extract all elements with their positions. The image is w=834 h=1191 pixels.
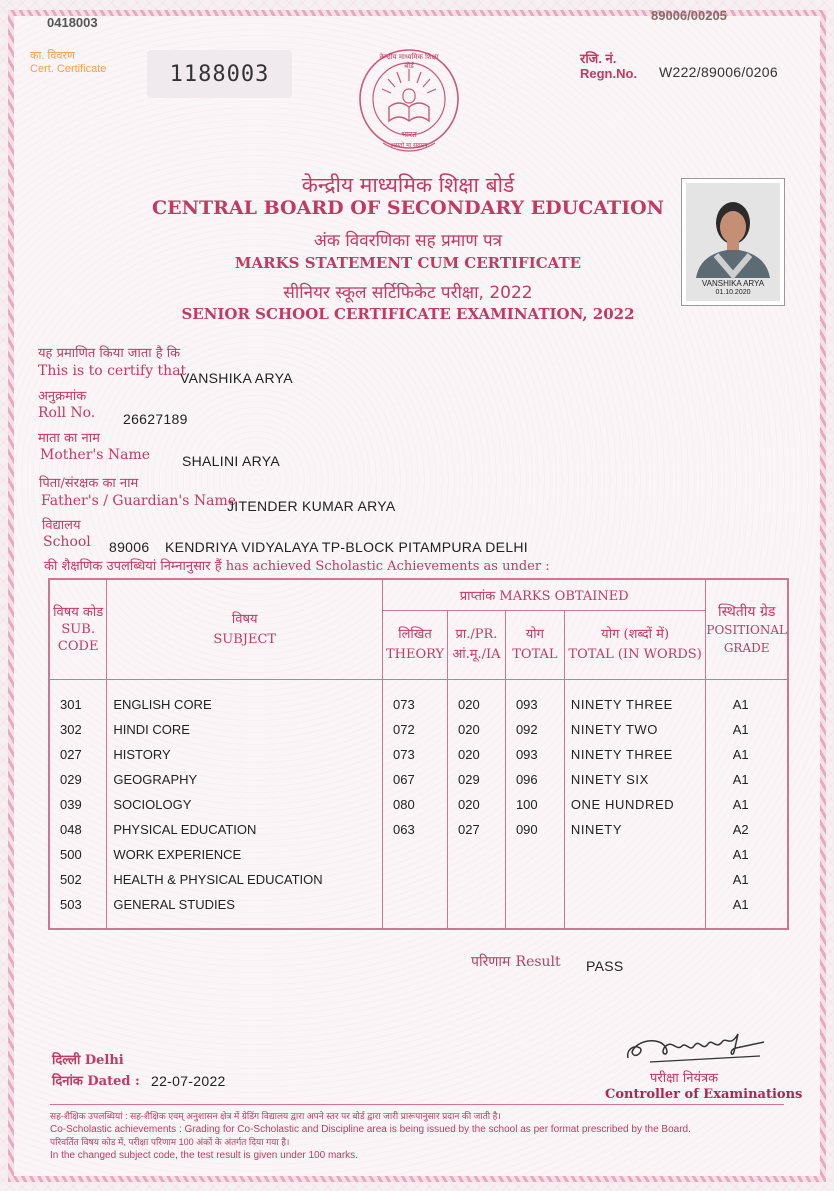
cell-total: 100 — [505, 792, 564, 817]
table-header-row-1 — [49, 579, 788, 610]
cell-pr — [448, 892, 506, 917]
logo-top-text: केन्द्रीय माध्यमिक शिक्षा बोर्ड — [379, 53, 439, 70]
cell-words: NINETY SIX — [564, 767, 706, 792]
cell-words: ONE HUNDRED — [564, 792, 706, 817]
signature-icon — [620, 1022, 770, 1068]
filler-cell — [564, 917, 706, 929]
filler-cell — [505, 917, 564, 929]
col-total-en: TOTAL — [512, 647, 558, 662]
table-filler-row — [49, 917, 788, 929]
cell-pr: 020 — [448, 792, 506, 817]
col-code-en1: SUB. — [61, 622, 95, 638]
mother-name: SHALINI ARYA — [182, 453, 281, 469]
photo-portrait — [686, 183, 780, 301]
photo-caption-name: VANSHIKA ARYA — [701, 279, 765, 288]
table-row — [49, 867, 788, 892]
cell-words: NINETY THREE — [564, 692, 706, 717]
cell-theory: 080 — [383, 792, 448, 817]
school-code: 89006 — [109, 539, 150, 555]
table-row — [49, 892, 788, 917]
note1-hi: सह-शैक्षिक उपलब्धियां : सह-शैक्षिक एवम् अनुशासन क्षेत्र में ग्रेडिंग विद्यालय द्वारा अपने स्तर पर बोर्ड द्वारा जारी प्रारूपानुसार प्रदान की जाती है। — [50, 1111, 501, 1121]
certify-label-en: This is to certify that — [38, 363, 187, 379]
candidate-name: VANSHIKA ARYA — [180, 370, 293, 386]
cell-code: 029 — [49, 767, 107, 792]
regn-number: W222/89006/0206 — [659, 64, 778, 80]
controller-hi: परीक्षा नियंत्रक — [650, 1071, 719, 1086]
roll-label-en: Roll No. — [38, 405, 96, 421]
cell-theory: 063 — [383, 817, 448, 842]
col-pr-hi: प्रा./PR. — [455, 627, 498, 642]
cell-code: 502 — [49, 867, 107, 892]
cell-pr: 027 — [448, 817, 506, 842]
col-header-code — [49, 579, 107, 680]
candidate-photo — [681, 178, 785, 306]
logo-bottom-text: भारत — [401, 130, 417, 139]
certificate-number: 1188003 — [147, 50, 292, 98]
filler-cell — [383, 917, 448, 929]
table-row — [49, 842, 788, 867]
cell-total — [505, 892, 564, 917]
cell-subject: ENGLISH CORE — [107, 692, 383, 717]
cell-code: 500 — [49, 842, 107, 867]
achievement-line — [44, 556, 550, 574]
cell-theory: 073 — [383, 742, 448, 767]
col-header-subject — [107, 579, 383, 680]
orange-stamp-line1: का. विवरण — [30, 50, 75, 62]
cell-code: 503 — [49, 892, 107, 917]
cell-total: 092 — [505, 717, 564, 742]
col-pr-en: आं.मू./IA — [452, 647, 501, 662]
cell-grade: A1 — [706, 742, 788, 767]
cell-pr: 020 — [448, 717, 506, 742]
father-label-en: Father's / Guardian's Name — [41, 493, 237, 509]
cell-code: 048 — [49, 817, 107, 842]
cell-code: 301 — [49, 692, 107, 717]
serial-left: 0418003 — [47, 15, 98, 30]
col-theory-hi: लिखित — [398, 627, 432, 642]
cell-theory: 072 — [383, 717, 448, 742]
exam-title-en: SENIOR SCHOOL CERTIFICATE EXAMINATION, 2022 — [181, 305, 635, 323]
cell-words: NINETY TWO — [564, 717, 706, 742]
footnotes — [50, 1110, 785, 1162]
footer-divider — [50, 1104, 784, 1105]
issue-date: 22-07-2022 — [151, 1073, 226, 1089]
col-header-marks — [383, 579, 706, 610]
cell-words: NINETY — [564, 817, 706, 842]
cell-subject: HEALTH & PHYSICAL EDUCATION — [107, 867, 383, 892]
certify-label-hi: यह प्रमाणित किया जाता है कि — [38, 346, 181, 361]
cell-theory: 067 — [383, 767, 448, 792]
cell-subject: GENERAL STUDIES — [107, 892, 383, 917]
achievement-text-en: has achieved Scholastic Achievements as under : — [225, 559, 550, 574]
col-header-total — [505, 610, 564, 679]
col-subject-hi: विषय — [231, 611, 258, 627]
cell-grade: A1 — [706, 767, 788, 792]
cell-words — [564, 892, 706, 917]
note2-en: In the changed subject code, the test result is given under 100 marks. — [50, 1150, 358, 1161]
col-theory-en: THEORY — [385, 647, 445, 662]
cell-words: NINETY THREE — [564, 742, 706, 767]
cell-code: 027 — [49, 742, 107, 767]
cell-words — [564, 842, 706, 867]
regn-label — [580, 51, 637, 81]
doc-title-en: MARKS STATEMENT CUM CERTIFICATE — [234, 254, 582, 272]
cell-theory — [383, 892, 448, 917]
cell-subject: SOCIOLOGY — [107, 792, 383, 817]
father-name: JITENDER KUMAR ARYA — [227, 498, 396, 514]
dated-en: Dated : — [87, 1074, 140, 1089]
spacer-cell — [383, 680, 448, 692]
orange-stamp-line2: Cert. Certificate — [30, 63, 107, 75]
place-en: Delhi — [84, 1053, 124, 1068]
table-row — [49, 742, 788, 767]
table-row — [49, 767, 788, 792]
regn-label-en: Regn.No. — [580, 66, 638, 81]
cell-grade: A1 — [706, 842, 788, 867]
col-code-hi: विषय कोड — [53, 605, 104, 621]
roll-label-hi: अनुक्रमांक — [38, 389, 87, 404]
marks-obtained-hi: प्राप्तांक — [459, 588, 496, 604]
cbse-logo — [357, 47, 461, 159]
result-label — [471, 951, 561, 971]
cell-total: 093 — [505, 742, 564, 767]
cell-code: 302 — [49, 717, 107, 742]
cell-grade: A2 — [706, 817, 788, 842]
marks-table-body — [49, 680, 788, 929]
mother-label-en: Mother's Name — [40, 447, 151, 463]
result-label-hi: परिणाम — [471, 954, 511, 970]
col-grade-en2: GRADE — [723, 640, 770, 655]
achievement-text-hi: की शैक्षणिक उपलब्धियां निम्नानुसार हैं — [44, 559, 222, 574]
school-label-en: School — [43, 534, 91, 550]
cell-pr — [448, 867, 506, 892]
col-words-en: TOTAL (IN WORDS) — [568, 647, 702, 662]
school-name: KENDRIYA VIDYALAYA TP-BLOCK PITAMPURA DELHI — [165, 539, 529, 555]
filler-cell — [107, 917, 383, 929]
col-subject-en: SUBJECT — [213, 631, 277, 647]
col-grade-en1: POSITIONAL — [706, 622, 787, 637]
col-total-hi: योग — [525, 627, 544, 642]
spacer-cell — [564, 680, 706, 692]
col-header-theory — [383, 610, 448, 679]
spacer-cell — [505, 680, 564, 692]
exam-title-hi: सीनियर स्कूल सर्टिफिकेट परीक्षा, 2022 — [283, 283, 533, 303]
cell-grade: A1 — [706, 892, 788, 917]
cell-grade: A1 — [706, 692, 788, 717]
doc-title-hi: अंक विवरणिका सह प्रमाण पत्र — [313, 231, 503, 251]
cell-subject: PHYSICAL EDUCATION — [107, 817, 383, 842]
cell-pr — [448, 842, 506, 867]
cell-words — [564, 867, 706, 892]
cell-code: 039 — [49, 792, 107, 817]
cell-total — [505, 842, 564, 867]
place-hi: दिल्ली — [52, 1053, 81, 1068]
cell-subject: HINDI CORE — [107, 717, 383, 742]
cell-total: 090 — [505, 817, 564, 842]
col-words-hi: योग (शब्दों में) — [601, 627, 670, 642]
school-label-hi: विद्यालय — [42, 518, 81, 533]
spacer-cell — [107, 680, 383, 692]
filler-cell — [448, 917, 506, 929]
note2-hi: परिवर्तित विषय कोड में, परीक्षा परिणाम 100 अंकों के अंतर्गत दिया गया है। — [50, 1137, 290, 1147]
place-line — [52, 1050, 124, 1068]
cell-grade: A1 — [706, 867, 788, 892]
table-row — [49, 792, 788, 817]
cell-theory: 073 — [383, 692, 448, 717]
marks-obtained-en: MARKS OBTAINED — [499, 588, 629, 604]
col-code-en2: CODE — [57, 639, 99, 655]
result-label-en: Result — [515, 954, 561, 970]
col-header-grade — [706, 579, 788, 680]
spacer-cell — [49, 680, 107, 692]
result-value: PASS — [586, 958, 624, 974]
cell-pr: 029 — [448, 767, 506, 792]
cell-pr: 020 — [448, 742, 506, 767]
cell-total: 096 — [505, 767, 564, 792]
cell-grade: A1 — [706, 792, 788, 817]
serial-right: 89006/00205 — [651, 8, 727, 23]
cell-subject: WORK EXPERIENCE — [107, 842, 383, 867]
cell-total: 093 — [505, 692, 564, 717]
roll-number: 26627189 — [123, 411, 188, 427]
dated-hi: दिनांक — [52, 1074, 83, 1089]
photo-caption-date: 01.10.2020 — [715, 289, 751, 296]
marks-table — [48, 578, 789, 930]
board-title-en: CENTRAL BOARD OF SECONDARY EDUCATION — [152, 197, 664, 219]
controller-en: Controller of Examinations — [605, 1087, 803, 1102]
board-title-hi: केन्द्रीय माध्यमिक शिक्षा बोर्ड — [301, 173, 515, 197]
filler-cell — [706, 917, 788, 929]
cell-subject: HISTORY — [107, 742, 383, 767]
filler-cell — [49, 917, 107, 929]
table-row — [49, 692, 788, 717]
col-header-practical — [448, 610, 506, 679]
dated-line — [52, 1071, 140, 1089]
cell-total — [505, 867, 564, 892]
orange-stamp — [30, 50, 106, 76]
spacer-cell — [448, 680, 506, 692]
col-grade-hi: स्थितीय ग्रेड — [718, 603, 776, 620]
photo-caption — [686, 279, 780, 297]
cell-grade: A1 — [706, 717, 788, 742]
father-label-hi: पिता/संरक्षक का नाम — [39, 476, 139, 491]
note1-en: Co-Scholastic achievements : Grading for Co-Scholastic and Discipline area is being issued by the school as per format prescribed by the Board. — [50, 1124, 691, 1135]
regn-label-hi: रजि. नं. — [580, 51, 617, 66]
cell-subject: GEOGRAPHY — [107, 767, 383, 792]
table-spacer-row — [49, 680, 788, 692]
logo-motto: असतो मा सद्गमय — [390, 142, 428, 149]
cell-theory — [383, 867, 448, 892]
mother-label-hi: माता का नाम — [38, 431, 100, 446]
table-row — [49, 717, 788, 742]
table-row — [49, 817, 788, 842]
cell-pr: 020 — [448, 692, 506, 717]
spacer-cell — [706, 680, 788, 692]
col-header-words — [564, 610, 706, 679]
cell-theory — [383, 842, 448, 867]
